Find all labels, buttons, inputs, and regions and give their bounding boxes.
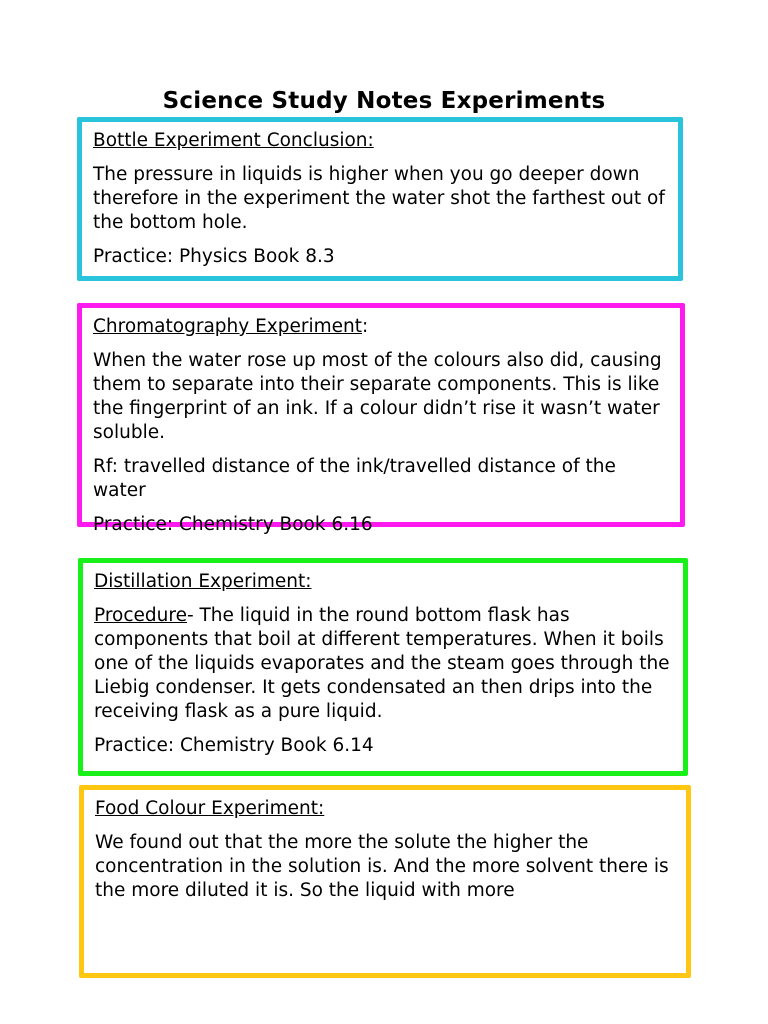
section-heading: Chromatography Experiment <box>93 316 362 337</box>
heading-colon: : <box>361 316 369 337</box>
bottle-experiment-box <box>77 117 683 281</box>
practice-reference: Practice: Chemistry Book 6.16 <box>93 514 373 535</box>
distillation-experiment-box <box>78 558 688 776</box>
rf-formula: Rf: travelled distance of the ink/travelled distance of the water <box>93 456 616 501</box>
section-heading: Distillation Experiment: <box>94 571 312 592</box>
food-colour-experiment-box <box>79 785 691 978</box>
section-heading: Bottle Experiment Conclusion: <box>93 130 374 151</box>
procedure-text: - The liquid in the round bottom flask has components that boil at different temperatures. When it boils one of the liquids evaporates and the steam goes through the Liebig condenser. It gets condensated an then drips into the receiving flask as a pure liquid. <box>94 605 670 722</box>
practice-reference: Practice: Chemistry Book 6.14 <box>94 735 374 756</box>
chromatography-experiment-box <box>77 303 685 535</box>
section-heading-line <box>93 315 670 339</box>
procedure-label: Procedure <box>94 605 187 626</box>
procedure-paragraph <box>94 604 673 724</box>
section-paragraph: When the water rose up most of the colours also did, causing them to separate into their separate components. This is like the fingerprint of an ink. If a colour didn’t rise it wasn’t water soluble. <box>93 350 662 443</box>
section-heading: Food Colour Experiment: <box>95 798 325 819</box>
practice-reference: Practice: Physics Book 8.3 <box>93 246 335 267</box>
section-paragraph: We found out that the more the solute the higher the concentration in the solution is. And the more solvent there is the more diluted it is. So the liquid with more <box>95 832 669 901</box>
page-title: Science Study Notes Experiments <box>162 88 606 114</box>
section-paragraph: The pressure in liquids is higher when you go deeper down therefore in the experiment the water shot the farthest out of the bottom hole. <box>93 164 665 233</box>
